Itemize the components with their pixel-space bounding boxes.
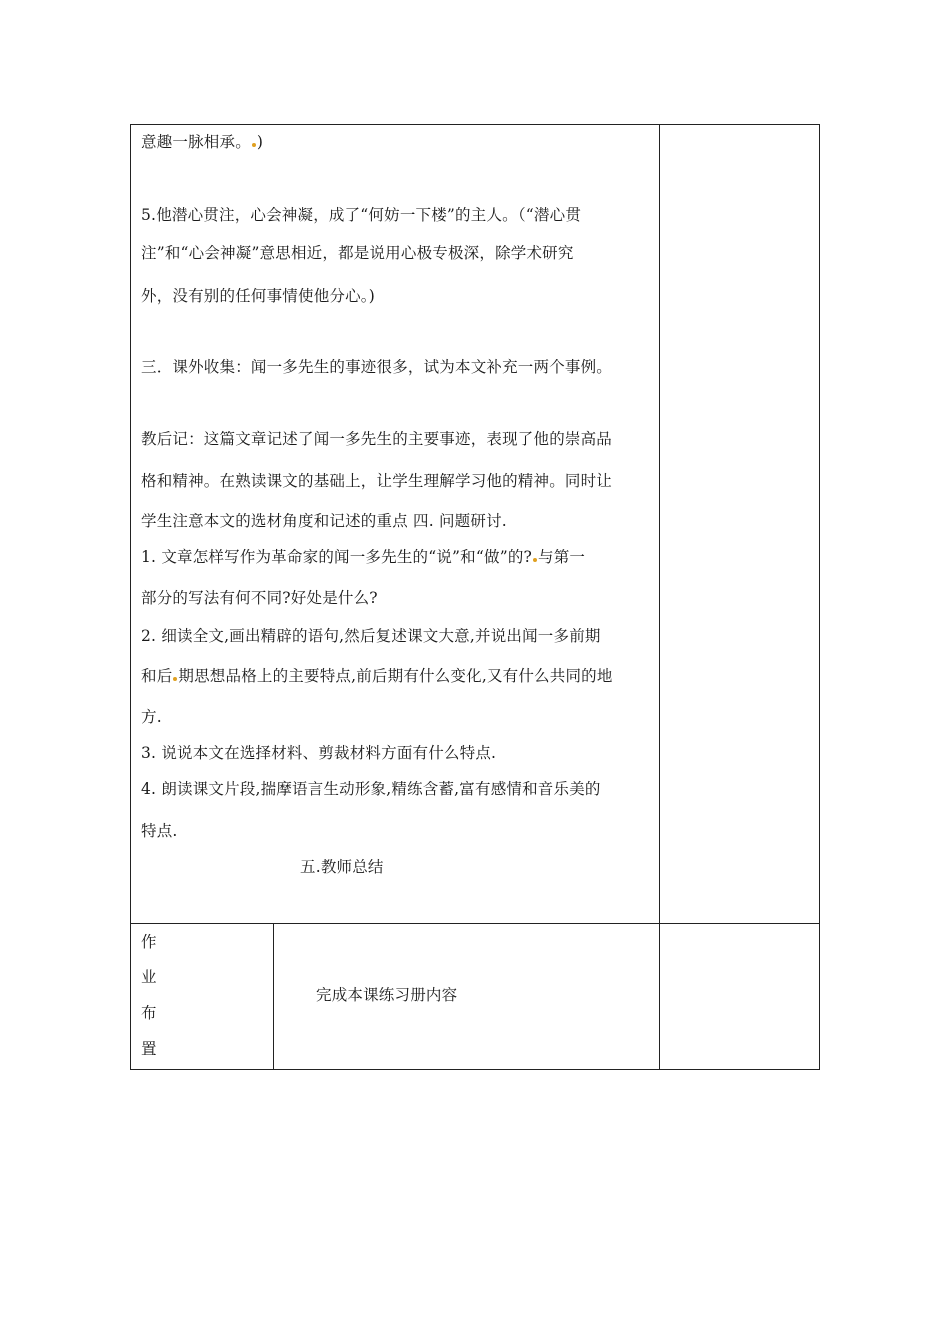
notes-line-2: 格和精神。在熟读课文的基础上，让学生理解学习他的精神。同时让: [141, 472, 613, 490]
homework-label-char-1: 作: [141, 933, 157, 951]
homework-text: 完成本课练习册内容: [316, 986, 458, 1004]
line-continuation: 意趣一脉相承。 ): [141, 133, 264, 151]
row-divider: [130, 923, 820, 924]
question-2-line-3: 方.: [141, 708, 162, 726]
question-2-line-1: 2. 细读全文,画出精辟的语句,然后复述课文大意,并说出闻一多前期: [141, 627, 601, 645]
section-3: 三．课外收集：闻一多先生的事迹很多，试为本文补充一两个事例。: [141, 358, 613, 376]
question-4-line-2: 特点.: [141, 822, 178, 840]
question-1-line-2: 部分的写法有何不同?好处是什么?: [141, 589, 378, 607]
notes-line-1: 教后记：这篇文章记述了闻一多先生的主要事迹，表现了他的崇高品: [141, 430, 613, 448]
column-divider-right: [659, 124, 660, 1070]
notes-line-3: 学生注意本文的选材角度和记述的重点 四. 问题研讨.: [141, 512, 507, 530]
question-2-line-2: 和后 期思想品格上的主要特点,前后期有什么变化,又有什么共同的地: [141, 667, 613, 685]
section-5: 五.教师总结: [300, 858, 384, 876]
mark-dot: [533, 558, 537, 562]
item-5-line-2: 注”和“心会神凝”意思相近，都是说用心极专极深，除学术研究: [141, 244, 574, 262]
mark-dot: [252, 143, 256, 147]
column-divider-left: [273, 923, 274, 1070]
question-4-line-1: 4. 朗读课文片段,揣摩语言生动形象,精练含蓄,富有感情和音乐美的: [141, 780, 601, 798]
item-5-line-3: 外，没有别的任何事情使他分心。): [141, 287, 375, 305]
homework-label-char-2: 业: [141, 968, 157, 986]
question-3: 3. 说说本文在选择材料、剪裁材料方面有什么特点.: [141, 744, 497, 762]
homework-label-char-4: 置: [141, 1040, 157, 1058]
item-5-line-1: 5.他潜心贯注，心会神凝，成了“何妨一下楼”的主人。（“潜心贯: [141, 206, 582, 224]
mark-dot: [173, 677, 177, 681]
question-1-line-1: 1. 文章怎样写作为革命家的闻一多先生的“说”和“做”的? 与第一: [141, 548, 586, 566]
homework-label-char-3: 布: [141, 1004, 157, 1022]
